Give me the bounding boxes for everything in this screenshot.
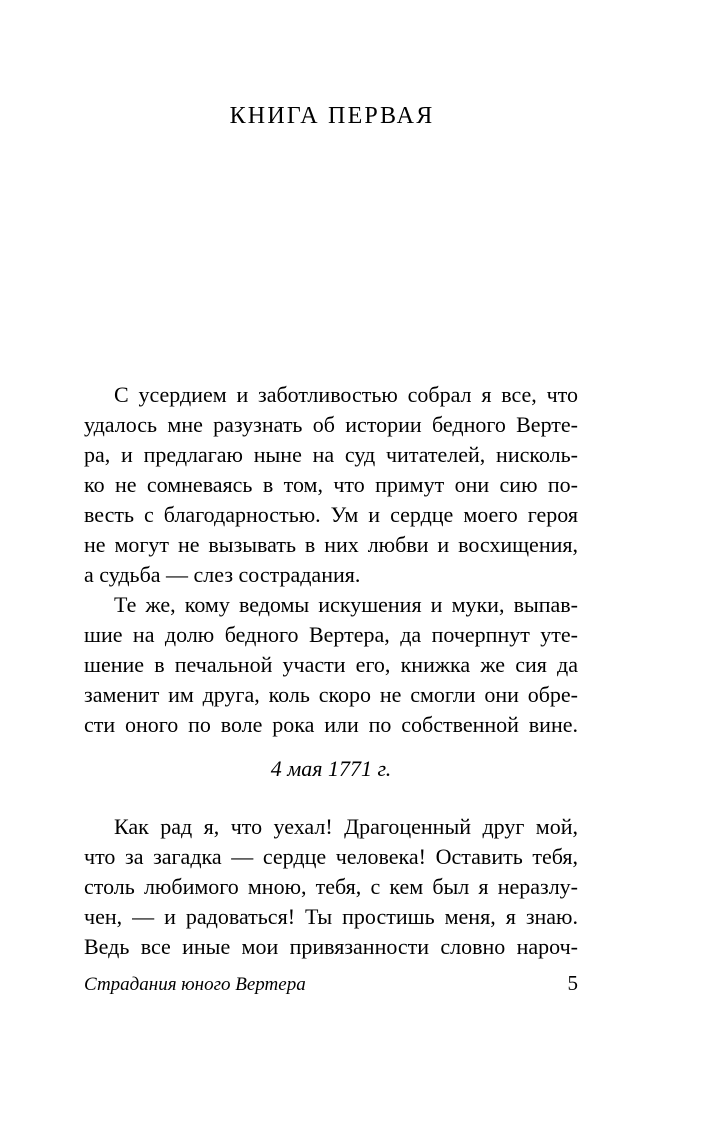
- page-number: 5: [567, 971, 578, 995]
- letter-line: что за загадка — сердце человека! Оставить тебя,: [84, 844, 578, 869]
- preface-line: не могут не вызывать в них любви и восхищения,: [84, 532, 578, 557]
- preface-line: заменит им друга, коль скоро не смогли они обре-: [84, 682, 578, 707]
- letter-date: 4 мая 1771 г.: [270, 756, 392, 781]
- preface-line: шие на долю бедного Вертера, да почерпнут уте-: [84, 622, 578, 647]
- letter-line: Как рад я, что уехал! Драгоценный друг мой,: [114, 814, 578, 839]
- letter-line: чен, — и радоваться! Ты простишь меня, я знаю.: [84, 904, 578, 929]
- preface-line: удалось мне разузнать об истории бедного Верте-: [84, 412, 578, 437]
- preface-line: сти оного по воле рока или по собственной вине.: [84, 712, 578, 737]
- preface-line: ко не сомневаясь в том, что примут они сию по-: [84, 472, 578, 497]
- running-title: Страдания юного Вертера: [84, 974, 306, 995]
- preface-line: шение в печальной участи его, книжка же сия да: [84, 652, 578, 677]
- book-title: КНИГА ПЕРВАЯ: [229, 103, 435, 129]
- preface-line: а судьба — слез сострадания.: [84, 562, 361, 587]
- preface-line: ра, и предлагаю ныне на суд читателей, нисколь-: [84, 442, 578, 467]
- letter-line: столь любимого мною, тебя, с кем был я неразлу-: [84, 874, 578, 899]
- preface-line: весть с благодарностью. Ум и сердце моего героя: [84, 502, 578, 527]
- letter-line: Ведь все иные мои привязанности словно нароч-: [84, 934, 578, 959]
- preface-line: С усердием и заботливостью собрал я все, что: [114, 382, 578, 407]
- preface-line: Те же, кому ведомы искушения и муки, выпав-: [114, 592, 578, 617]
